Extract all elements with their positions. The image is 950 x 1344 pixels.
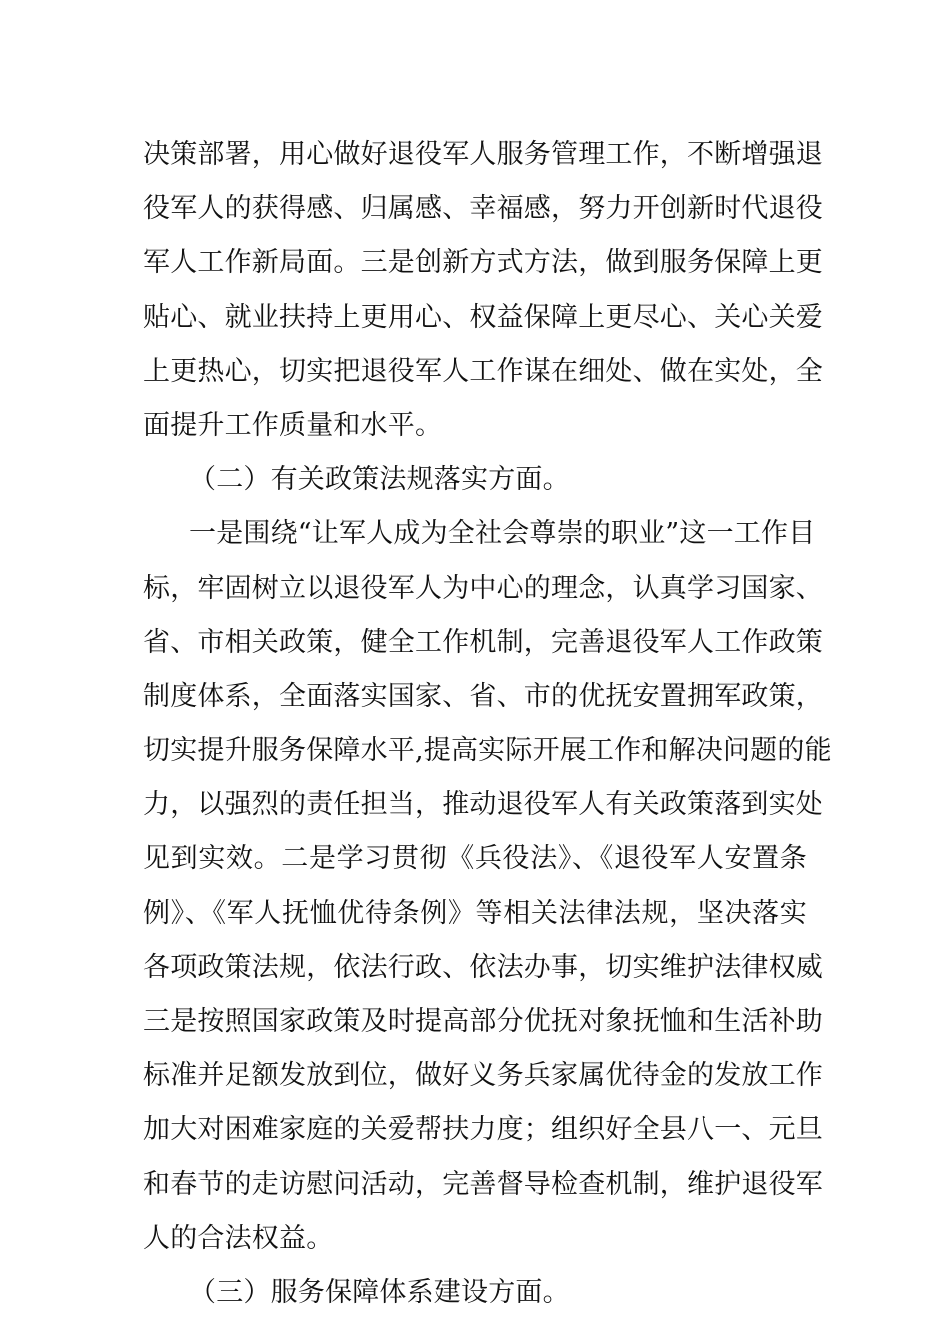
paragraph-line: 力，以强烈的责任担当，推动退役军人有关政策落到实处: [143, 789, 823, 821]
paragraph-line: 省、市相关政策，健全工作机制，完善退役军人工作政策: [143, 626, 823, 658]
paragraph-line: 加大对困难家庭的关爱帮扶力度；组织好全县八一、元旦: [143, 1114, 823, 1146]
document-body: [143, 128, 832, 1320]
paragraph-line: 切实提升服务保障水平,提高实际开展工作和解决问题的能: [143, 735, 832, 767]
paragraph-line: 各项政策法规，依法行政、依法办事，切实维护法律权威: [143, 951, 823, 983]
section-heading: （二）有关政策法规落实方面。: [189, 464, 570, 496]
paragraph-line: 上更热心，切实把退役军人工作谋在细处、做在实处，全: [143, 355, 823, 387]
paragraph-line: 军人工作新局面。三是创新方式方法，做到服务保障上更: [143, 247, 823, 279]
paragraph-line: 例》、《军人抚恤优待条例》等相关法律法规，坚决落实: [143, 897, 807, 929]
paragraph-line: 决策部署，用心做好退役军人服务管理工作，不断增强退: [143, 139, 823, 170]
paragraph-line: 一是围绕“让军人成为全社会尊崇的职业”这一工作目: [189, 518, 816, 550]
paragraph-line: 三是按照国家政策及时提高部分优抚对象抚恤和生活补助: [143, 1006, 823, 1037]
paragraph-line: 制度体系，全面落实国家、省、市的优抚安置拥军政策，: [143, 680, 823, 712]
paragraph-line: 役军人的获得感、归属感、幸福感，努力开创新时代退役: [143, 193, 823, 225]
paragraph-line: 贴心、就业扶持上更用心、权益保障上更尽心、关心关爱: [143, 301, 823, 333]
paragraph-line: 见到实效。二是学习贯彻《兵役法》、《退役军人安置条: [143, 843, 807, 875]
paragraph-line: 标，牢固树立以退役军人为中心的理念，认真学习国家、: [143, 572, 823, 604]
paragraph-line: 人的合法权益。: [143, 1222, 334, 1254]
paragraph-line: 和春节的走访慰问活动，完善督导检查机制，维护退役军: [143, 1168, 823, 1200]
paragraph-line: 标准并足额发放到位，做好义务兵家属优待金的发放工作: [143, 1060, 823, 1092]
section-heading: （三）服务保障体系建设方面。: [189, 1276, 570, 1308]
paragraph-line: 面提升工作质量和水平。: [143, 409, 443, 441]
